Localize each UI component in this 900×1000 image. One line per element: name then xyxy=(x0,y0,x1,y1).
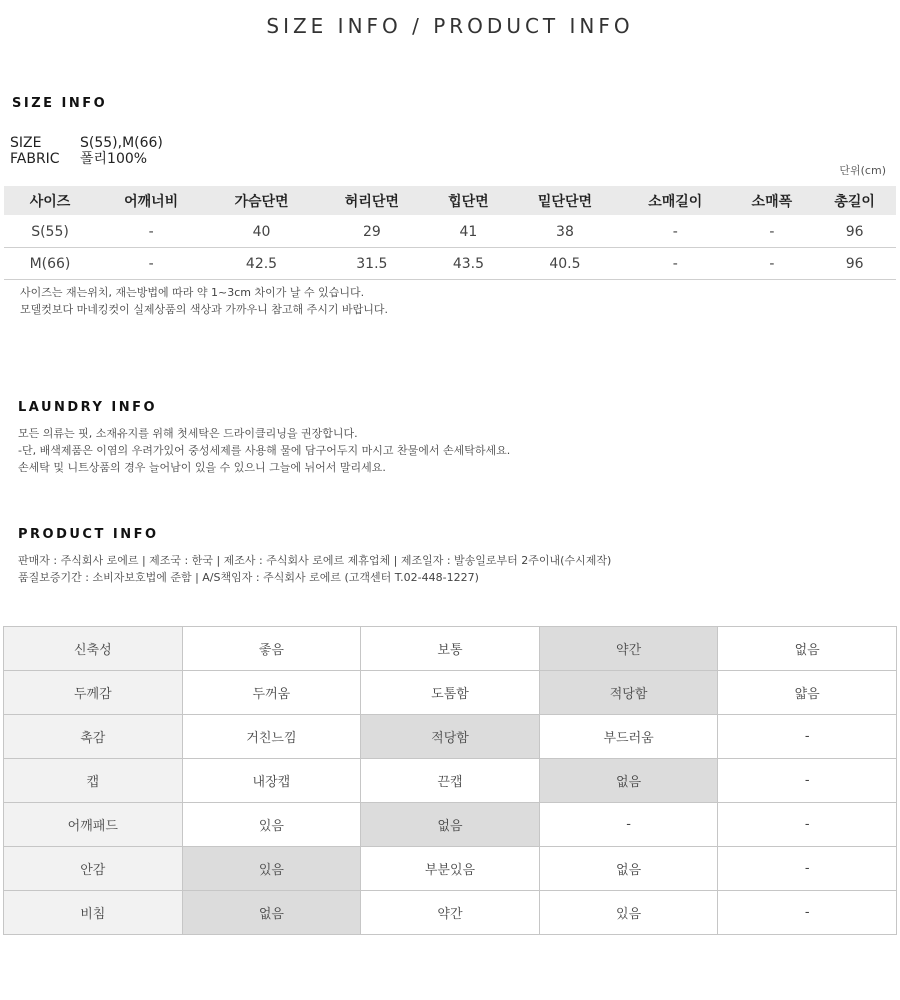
attribute-label: 비침 xyxy=(4,891,183,935)
attribute-option: 적당함 xyxy=(539,671,718,715)
laundry-notes xyxy=(18,425,510,476)
laundry-info-heading: LAUNDRY INFO xyxy=(18,400,158,415)
table-cell: 29 xyxy=(317,215,427,247)
attribute-option: 거친느낌 xyxy=(182,715,361,759)
attribute-option: 적당함 xyxy=(361,715,540,759)
page-title: SIZE INFO / PRODUCT INFO xyxy=(266,14,634,38)
attribute-option: 약간 xyxy=(539,627,718,671)
fabric-value: 폴리100% xyxy=(80,151,148,167)
table-cell: - xyxy=(96,247,206,279)
attribute-row xyxy=(4,803,897,847)
attribute-label: 어깨패드 xyxy=(4,803,183,847)
attribute-row xyxy=(4,891,897,935)
attribute-row xyxy=(4,759,897,803)
size-notes xyxy=(20,284,388,318)
product-line: 품질보증기간 : 소비자보호법에 준함 | A/S책임자 : 주식회사 로에르 (고객센터 T.02-448-1227) xyxy=(18,571,479,584)
attribute-option: 없음 xyxy=(182,891,361,935)
size-table xyxy=(4,186,896,280)
attribute-option: 좋음 xyxy=(182,627,361,671)
table-cell: 38 xyxy=(510,215,620,247)
header-cell: 소매길이 xyxy=(620,186,730,215)
unit-label: 단위(cm) xyxy=(839,164,886,177)
attribute-option: 있음 xyxy=(182,803,361,847)
table-row xyxy=(4,215,896,247)
attribute-option: 있음 xyxy=(182,847,361,891)
fabric-spec xyxy=(10,151,147,167)
header-cell: 밑단단면 xyxy=(510,186,620,215)
table-cell: - xyxy=(730,247,813,279)
attribute-label: 두께감 xyxy=(4,671,183,715)
attribute-table xyxy=(3,626,897,935)
attribute-option: 없음 xyxy=(718,627,897,671)
size-spec xyxy=(10,135,163,151)
table-cell: 43.5 xyxy=(427,247,510,279)
attribute-option: 부드러움 xyxy=(539,715,718,759)
table-cell: - xyxy=(620,247,730,279)
header-cell: 힙단면 xyxy=(427,186,510,215)
table-cell: M(66) xyxy=(4,247,96,279)
laundry-line: -단, 배색제품은 이염의 우려가있어 중성세제를 사용해 물에 담구어두지 마시고 찬물에서 손세탁하세요. xyxy=(18,444,511,457)
table-cell: 40.5 xyxy=(510,247,620,279)
attribute-option: 있음 xyxy=(539,891,718,935)
size-info-heading: SIZE INFO xyxy=(12,96,108,111)
header-cell: 총길이 xyxy=(813,186,896,215)
attribute-option: 없음 xyxy=(539,847,718,891)
header-cell: 소매폭 xyxy=(730,186,813,215)
table-cell: - xyxy=(620,215,730,247)
size-label: SIZE xyxy=(10,135,42,151)
size-table-header xyxy=(4,186,896,215)
product-line: 판매자 : 주식회사 로에르 | 제조국 : 한국 | 제조사 : 주식회사 로에르 제휴업체 | 제조일자 : 발송일로부터 2주이내(수시제작) xyxy=(18,554,612,567)
attribute-option: 도톰함 xyxy=(361,671,540,715)
attribute-label: 신축성 xyxy=(4,627,183,671)
attribute-row xyxy=(4,627,897,671)
attribute-label: 촉감 xyxy=(4,715,183,759)
header-cell: 가슴단면 xyxy=(206,186,316,215)
attribute-option: - xyxy=(718,891,897,935)
attribute-row xyxy=(4,847,897,891)
size-value: S(55),M(66) xyxy=(80,135,163,151)
fabric-label: FABRIC xyxy=(10,151,60,167)
laundry-line: 모든 의류는 핏, 소재유지를 위해 첫세탁은 드라이클리닝을 권장합니다. xyxy=(18,427,358,440)
table-cell: 41 xyxy=(427,215,510,247)
attribute-option: 끈캡 xyxy=(361,759,540,803)
header-cell: 사이즈 xyxy=(4,186,96,215)
attribute-option: 없음 xyxy=(361,803,540,847)
attribute-option: - xyxy=(539,803,718,847)
attribute-option: - xyxy=(718,847,897,891)
attribute-option: 내장캡 xyxy=(182,759,361,803)
table-row xyxy=(4,247,896,279)
attribute-option: - xyxy=(718,759,897,803)
attribute-label: 캡 xyxy=(4,759,183,803)
table-cell: 40 xyxy=(206,215,316,247)
table-cell: - xyxy=(96,215,206,247)
table-cell: 31.5 xyxy=(317,247,427,279)
header-cell: 허리단면 xyxy=(317,186,427,215)
table-cell: S(55) xyxy=(4,215,96,247)
attribute-option: 약간 xyxy=(361,891,540,935)
attribute-label: 안감 xyxy=(4,847,183,891)
product-info-heading: PRODUCT INFO xyxy=(18,527,159,542)
table-cell: 96 xyxy=(813,215,896,247)
attribute-row xyxy=(4,715,897,759)
attribute-row xyxy=(4,671,897,715)
attribute-option: - xyxy=(718,803,897,847)
attribute-option: 부분있음 xyxy=(361,847,540,891)
product-notes xyxy=(18,552,611,586)
laundry-line: 손세탁 및 니트상품의 경우 늘어남이 있을 수 있으니 그늘에 뉘어서 말리세요. xyxy=(18,461,386,474)
attribute-option: 보통 xyxy=(361,627,540,671)
attribute-option: 없음 xyxy=(539,759,718,803)
attribute-option: 얇음 xyxy=(718,671,897,715)
attribute-option: 두꺼움 xyxy=(182,671,361,715)
table-cell: 42.5 xyxy=(206,247,316,279)
note-line: 사이즈는 재는위치, 재는방법에 따라 약 1~3cm 차이가 날 수 있습니다. xyxy=(20,286,365,299)
attribute-option: - xyxy=(718,715,897,759)
header-cell: 어깨너비 xyxy=(96,186,206,215)
table-cell: - xyxy=(730,215,813,247)
note-line: 모델컷보다 마네킹컷이 실제상품의 색상과 가까우니 참고해 주시기 바랍니다. xyxy=(20,303,389,316)
table-cell: 96 xyxy=(813,247,896,279)
